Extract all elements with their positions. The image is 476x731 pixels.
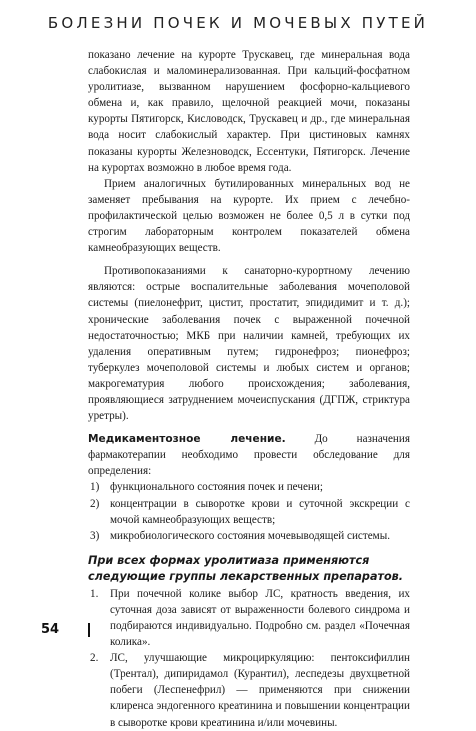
- list-item-text: концентрации в сыворотке крови и суточной экскреции с мочой камнеобразующих веществ;: [110, 497, 410, 526]
- paragraph-bottled-water: Прием аналогичных бутилированных минеральных вод не заменяет пребывания на курорте. Их прием с лечебно-профилактической целью возможен не более 0,5 л в сутки под строгим лабораторным контролем показателей обмена камнеобразующих веществ.: [88, 177, 410, 255]
- list-item-number: 1.: [90, 587, 99, 600]
- page-body: [88, 47, 410, 731]
- list-item-number: 1): [90, 481, 100, 494]
- running-header: БОЛЕЗНИ ПОЧЕК И МОЧЕВЫХ ПУТЕЙ: [47, 14, 429, 32]
- list-item-text: ЛС, улучшающие микроциркуляцию: пентоксифиллин (Трентал), дипиридамол (Курантил), леспедезы двухцветной побеги (Леспенефрил) — применяются при снижении клиренса эндогенного креатинина и повышении концентрации в сыворотке крови креатинина и/или мочевины.: [110, 652, 410, 729]
- list-item-text: При почечной колике выбор ЛС, кратность введения, их суточная доза зависят от выраженности болевого синдрома и подбираются индивидуально. Подробно см. раздел «Почечная колика».: [110, 587, 410, 649]
- list-item: [88, 496, 410, 528]
- paragraph-resorts: показано лечение на курорте Трускавец, где минеральная вода слабокислая и маломинерализованная. При кальций-фосфатном уролитиазе, вызванном нарушением фосфорно-кальциевого обмена и, как правило, щелочной реакцией мочи, показаны курорты Пятигорск, Кисловодск, Трускавец и др., где минеральная вода носит слабокислый характер. При цистиновых камнях показаны курорты Железноводск, Ессентуки, Пятигорск. Лечение на курортах возможно в любое время года.: [88, 49, 410, 174]
- drug-groups-list: [88, 586, 410, 731]
- examination-list: [88, 479, 410, 543]
- drug-groups-heading: При всех формах уролитиаза применяются следующие группы лекарственных препаратов.: [88, 553, 403, 584]
- list-item-number: 2.: [90, 652, 99, 665]
- drug-treatment-intro-text: До назначения фармакотерапии необходимо провести обследование для определения:: [88, 433, 410, 478]
- page-number: 54: [41, 622, 60, 637]
- drug-treatment-intro: [88, 431, 410, 479]
- list-item-number: 2): [90, 497, 100, 510]
- page-number-divider: [88, 623, 90, 637]
- paragraph-contraindications: Противопоказаниями к санаторно-курортному лечению являются: острые воспалительные заболевания мочеполовой системы (пиелонефрит, цистит, простатит, эпидидимит и т. д.); хронические заболевания почек с выраженной почечной недостаточностью; МКБ при наличии камней, требующих их удаления оперативным путем; гидронефроз; пионефроз; туберкулез мочеполовой системы и любых систем и органов; макрогематурия любого происхождения; заболевания, проявляющиеся затруднением мочеиспускания (ДГПЖ, стриктура уретры).: [88, 265, 410, 423]
- list-item-text: микробиологического состояния мочевыводящей системы.: [110, 529, 390, 542]
- list-item-text: функционального состояния почек и печени;: [110, 481, 323, 494]
- list-item: [88, 586, 410, 650]
- list-item: [88, 479, 410, 495]
- drug-treatment-heading: Медикаментозное лечение.: [88, 433, 286, 446]
- list-item: [88, 528, 410, 544]
- list-item: [88, 650, 410, 730]
- list-item-number: 3): [90, 529, 100, 542]
